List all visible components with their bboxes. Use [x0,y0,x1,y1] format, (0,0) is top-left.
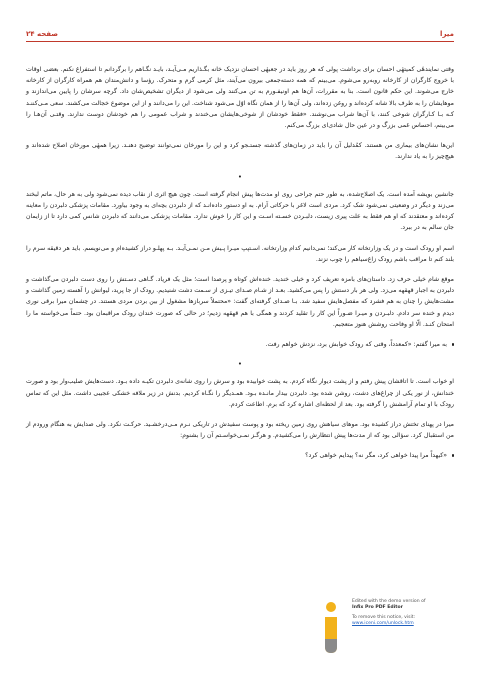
paragraph: میرا در پهنای تختش دراز کشیده بود. موهای سیاهش روی زمین ریخته بود و پوست سفیدش در تاریکی نـرم مـی‌درخشـید. حرکـت نکرد. ولی صدایش به هنگام ورودم از من استقبال کرد. سؤالی بود که از مدت‌ها پیش انتظارش را می‌کشیدم. و هرگـز نمـی‌خواسـتم آن را بشنوم: [26,421,454,440]
dialogue-text: «کیهداً مرا پیدا خواهی کرد، مگر نه؟ پیدایم خواهی کرد؟ [305,452,447,460]
unlock-link[interactable]: www.iceni.com/unlock.htm [352,621,414,627]
page-body [26,64,454,646]
paragraph: اسم او رودک است و در یک وزارتخانه کار می‌کند؛ نمی‌دانیم کدام وزارتخانه. اسـتپپ میـرا پـیش مـن نمـی‌آیـد. بـه پهلـو دراز کشیده‌ام و می‌نویسم. باید هر دقیقه سرم را بلند کنم تا مراقب باشم رودک زاغ‌سیاهم را چوب نزند. [26,244,454,263]
header-divider [26,41,454,42]
watermark-line: To remove this notice, visit: [352,614,416,620]
dialogue-text: به میرا گفتم: «کمعدداً، وقتی که رودک خوابش برد، نزدش خواهم رفت. [265,341,447,349]
bullet-icon [452,343,455,346]
editor-watermark [318,593,474,689]
page-header [0,0,480,52]
bullet-icon [452,454,455,457]
paragraph: جانشین بویشه آمده است. یک اصلاح‌شده، به طور حتم جراحی روی او مدت‌ها پیش انجام گرفته است. چون هیچ اثری از نقاب دیده نمی‌شود ولی به هر حال، ماتم لبخند می‌زند و دیگر در وضعیتی نمی‌شود شک کرد. مردی است لاغر با حرکاتی آرام. به او دستور داده‌انـد که از دلبردن بچه‌ای به وجود بیاورد. مقامات پزشکی دلبردن را معاینه کرده‌اند و معتقدند که او هم فقط به علت پیری زیست، دلبـردن خسـته اسـت و این کار را خوش ندارد. مقامات پزشکی می‌دانند که دلبردن شانس کمی دارد تا از زایمان جان سالم به در ببرد. [26,190,454,232]
infix-logo-icon [320,599,342,655]
page-number: صفحه ۲۴ [26,30,59,38]
dialogue-line [26,339,454,350]
watermark-line: Edited with the demo version of [352,599,426,604]
watermark-text [352,599,472,628]
dialogue-line [26,450,454,461]
section-separator: • [237,172,243,181]
watermark-brand: Infix Pro PDF Editor [352,605,403,611]
paragraph: این‌ها نشان‌های بیماری من هستند. کمُدلیل آن را باید در زمان‌های گذشته جستـجو کرد و این را مورخان نمی‌توانند توضیح دهنـد. زیرا همهٔی مورخان اصلاح شده‌اند و هیچ‌چیز را به یاد ندارند. [26,142,454,161]
paragraph: وقتی نمایندهٔی کمیتهٔی احسان برای برداشت پولی که هر روز باید در جعبهٔی احسان نزدیک خانه بگـذاریم مـی‌آیـد، بایـد نگـاهم را برگردانم تا استفراغ نکنم. بعضی اوقات با خروج کارگران از کارخانه روبه‌رو می‌شوم. می‌بینم که همه دسته‌جمعی بیرون می‌آیند، مثل کرمی گرم و متحرک. رؤسا و دانش‌مندان هم همراه کارگران از کارخانه خارج می‌شوند. این حکم قانون است. بنا به مقررات، آن‌ها هم اونیفـورم به تن می‌کنند ولی می‌شود از دیگران تشخیص‌شان داد. گرچه سرشان را پایین می‌اندازند و موهایشان را به طرف بالا شانه کرده‌اند و روغن زده‌اند، ولی آن‌ها را از همان نگاه اوّل می‌شود شناخت. این را می‌دانند و از این موضوع خجالت می‌کشند. سعی مـی‌کننـد کـه بـا کـارگران شوخی کنند، با آن‌ها شراب می‌نوشند. «فقط خودشان از شوخی‌هایشان می‌خندند و شراب عمومی را هم خودشان دوست ندارند. وقتـی آن‌هـا را می‌بینم، احساس غمی بزرگ و در عین حال شادی‌ای بزرگ می‌کنم. [26,66,454,130]
paragraph: موقع شام خیلی حرف زد. داستان‌های بامزه تعریف کرد و خیلی خندید. خنده‌اش کوتاه و پرصدا است؛ مثل یک فریاد. گـاهی دسـتش را روی دست دلبردن می‌گذاشت و دلبردن به اجبار قهقهه می‌زد. ولی هر بار دستش را پس می‌کشید. بعـد از شـام صـدای تیـزی از سـمت دشت شنیدیم. رودک از جا پرید، لیوانش را آهسته زمین گذاشت و مشت‌هایش را چنان به هم فشرد که مفصل‌هایش سفید شد. بـا صـدای گرفته‌ای گفت: «محتملاً سربازها مشغول از بین بردن مردی هستند. در چشمان میرا برقی نوری دیدم و خنده سر دادم. دلبـردن و میـرا ضـوراً این کار را تقلید کردند و همگی با هم قهقهه زدیم؛ در حالی که صورت خندان رودک مراقبمان بود. حتماً می‌خواسته ما را امتحان کنـد. الّا او وفاحت روشش هنوز متعجبم. [26,276,454,328]
book-title: میرا [440,30,454,38]
section-separator: • [237,360,243,369]
paragraph: او خواب است. تا اتاقشان پیش رفتم و از پشت دیوار نگاه کردم. به پشت خوابیده بود و سرش را روی شانه‌ی دلبردن تکیـه داده بـود. دست‌هایش صلیب‌وار بود و صورت خندانش، از نور یکی از چراغ‌های دشت، روشن شده بود. دلبردن بیدار مانـده بـود. همـدیگر را نگـاه کردیم. بدنش در زیر ملافه خشکی عجیبی داشت. مثل این که تماس رودک با او تمام آرامشش را گرفته بود. بعد از لحظه‌ای اشاره کرد که برم. اطاعت کردم. [26,378,454,408]
